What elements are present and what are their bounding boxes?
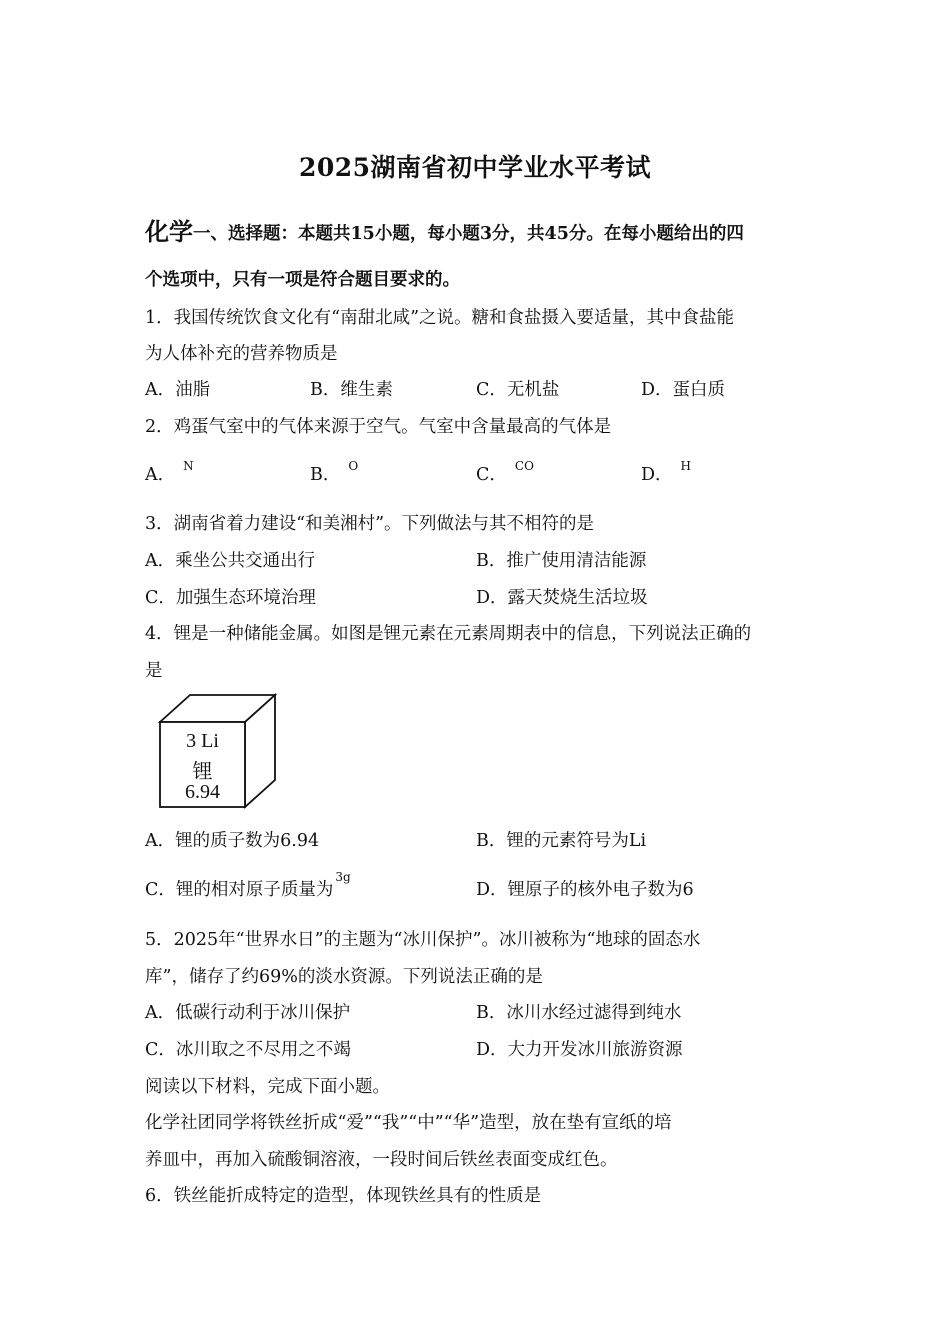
- q3-stem-line1: 3．湖南省着力建设“和美湘村”。下列做法与其不相符的是: [145, 514, 595, 534]
- q4-option-b: B．锂的元素符号为Li: [476, 831, 647, 851]
- q2-option-a-formula: N: [183, 459, 194, 473]
- q2-option-b-label: B．: [310, 465, 341, 485]
- q2-option-a: [145, 459, 194, 488]
- material-line1: 化学社团同学将铁丝折成“爱”“我”“中”“华”造型，放在垫有宣纸的培: [145, 1113, 672, 1133]
- q1-stem-line2: 为人体补充的营养物质是: [145, 344, 338, 364]
- subject-label: 化学: [145, 217, 193, 246]
- q2-option-c: [476, 459, 534, 488]
- q4-option-c-value: 3g: [335, 870, 351, 884]
- q5-stem-line2: 库”，储存了约69%的淡水资源。下列说法正确的是: [145, 967, 543, 987]
- q5-option-c: C．冰川取之不尽用之不竭: [145, 1040, 351, 1060]
- element-number-symbol: 3 Li: [186, 730, 219, 752]
- q3-option-d: D．露天焚烧生活垃圾: [476, 588, 648, 608]
- q6-stem-line1: 6．铁丝能折成特定的造型，体现铁丝具有的性质是: [145, 1186, 542, 1206]
- q5-option-a: A．低碳行动利于冰川保护: [145, 1003, 351, 1023]
- q4-stem-line2: 是: [145, 661, 163, 681]
- q2-option-c-formula: CO: [514, 459, 534, 473]
- q2-option-c-label: C．: [476, 465, 507, 485]
- q4-option-c: [145, 870, 351, 903]
- element-card-lithium: [155, 692, 280, 817]
- q2-option-d-formula: H: [680, 459, 691, 473]
- q1-option-d: D．蛋白质: [641, 380, 726, 400]
- q3-option-b: B．推广使用清洁能源: [476, 551, 647, 571]
- q4-option-d: D．锂原子的核外电子数为6: [476, 880, 694, 900]
- q4-option-c-text: C．锂的相对原子质量为: [145, 880, 334, 900]
- q2-option-b: [310, 459, 359, 488]
- q4-stem-line1: 4．锂是一种储能金属。如图是锂元素在元素周期表中的信息，下列说法正确的: [145, 624, 752, 644]
- exam-title: 2025湖南省初中学业水平考试: [298, 153, 652, 182]
- section-heading-line1: 一、选择题：本题共15小题，每小题3分，共45分。在每小题给出的四: [193, 224, 744, 244]
- q3-option-a: A．乘坐公共交通出行: [145, 551, 316, 571]
- q2-option-b-formula: O: [348, 459, 359, 473]
- q3-option-c: C．加强生态环境治理: [145, 588, 316, 608]
- material-line2: 养皿中，再加入硫酸铜溶液，一段时间后铁丝表面变成红色。: [145, 1150, 618, 1170]
- q5-option-b: B．冰川水经过滤得到纯水: [476, 1003, 682, 1023]
- q1-stem-line1: 1．我国传统饮食文化有“南甜北咸”之说。糖和食盐摄入要适量，其中食盐能: [145, 308, 735, 328]
- q1-option-a: A．油脂: [145, 380, 211, 400]
- q2-option-d: [641, 459, 691, 488]
- q4-option-a: A．锂的质子数为6.94: [145, 831, 320, 851]
- element-name: 锂: [192, 761, 213, 783]
- q2-option-d-label: D．: [641, 465, 673, 485]
- section-heading-line2: 个选项中，只有一项是符合题目要求的。: [145, 270, 460, 290]
- q2-option-a-label: A．: [145, 465, 176, 485]
- q2-stem-line1: 2．鸡蛋气室中的气体来源于空气。气室中含量最高的气体是: [145, 417, 612, 437]
- q1-option-c: C．无机盐: [476, 380, 560, 400]
- section-heading: [145, 217, 744, 246]
- element-mass: 6.94: [185, 781, 220, 803]
- q5-stem-line1: 5．2025年“世界水日”的主题为“冰川保护”。冰川被称为“地球的固态水: [145, 930, 701, 950]
- q1-option-b: B．维生素: [310, 380, 393, 400]
- q5-option-d: D．大力开发冰川旅游资源: [476, 1040, 683, 1060]
- material-intro: 阅读以下材料，完成下面小题。: [145, 1077, 390, 1097]
